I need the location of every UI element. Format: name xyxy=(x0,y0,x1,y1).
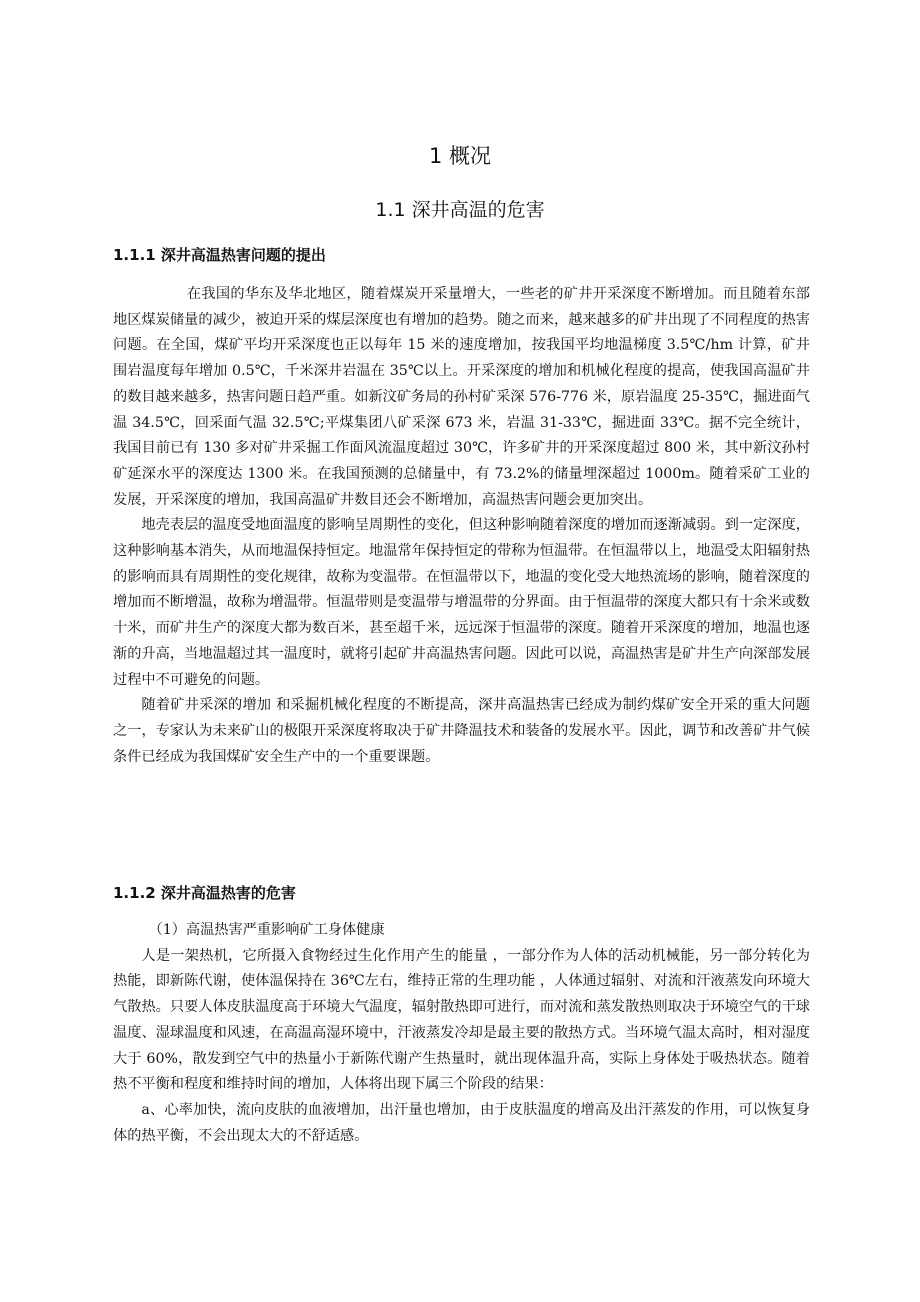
subsection-heading-1-1-2: 1.1.2 深井高温热害的危害 xyxy=(113,884,296,902)
chapter-title: 1 概况 xyxy=(428,144,492,168)
subsection-2-body xyxy=(113,918,810,1149)
paragraph-human-heat-engine: 人是一架热机，它所摄入食物经过生化作用产生的能量 ，一部分作为人体的活动机械能，另一部分转化为热能，即新陈代谢，使体温保持在 36℃左右，维持正常的生理功能 ，人体通过辐射、对流和汗液蒸发向环境大气散热。只要人体皮肤温度高于环境大气温度，辐射散热即可进行，而对流和蒸发散热则取决于环境空气的干球温度、湿球温度和风速，在高温高湿环境中，汗液蒸发冷却是最主要的散热方式。当环境气温太高时，相对湿度大于 60%，散发到空气中的热量小于新陈代谢产生热量时，就出现体温升高，实际上身体处于吸热状态。随着热不平衡和程度和维持时间的增加，人体将出现下属三个阶段的结果： xyxy=(113,947,810,1093)
item-heading-health: （1）高温热害严重影响矿工身体健康 xyxy=(148,922,385,938)
paragraph-geothermal-zones: 地壳表层的温度受地面温度的影响呈周期性的变化，但这种影响随着深度的增加而逐渐减弱。到一定深度，这种影响基本消失，从而地温保持恒定。地温常年保持恒定的带称为恒温带。在恒温带以上，地温受太阳辐射热的影响而具有周期性的变化规律，故称为变温带。在恒温带以下，地温的变化受大地热流场的影响，随着深度的增加而不断增温，故称为增温带。恒温带则是变温带与增温带的分界面。由于恒温带的深度大都只有十余米或数十米，而矿井生产的深度大都为数百米，甚至超千米，远远深于恒温带的深度。随着开采深度的增加，地温也逐渐的升高，当地温超过其一温度时，就将引起矿井高温热害问题。因此可以说，高温热害是矿井生产向深部发展过程中不可避免的问题。 xyxy=(113,517,810,688)
paragraph-safety-importance: 随着矿井采深的增加 和采掘机械化程度的不断提高，深井高温热害已经成为制约煤矿安全开采的重大问题之一，专家认为未来矿山的极限开采深度将取决于矿井降温技术和装备的发展水平。因此，调节和改善矿井气候条件已经成为我国煤矿安全生产中的一个重要课题。 xyxy=(113,697,810,765)
subsection-heading-1-1-1: 1.1.1 深井高温热害问题的提出 xyxy=(113,246,326,264)
paragraph-stage-a: a、心率加快，流向皮肤的血液增加，出汗量也增加，由于皮肤温度的增高及出汗蒸发的作用，可以恢复身体的热平衡，不会出现太大的不舒适感。 xyxy=(113,1101,810,1144)
section-title: 1.1 深井高温的危害 xyxy=(375,199,545,221)
subsection-1-body xyxy=(113,282,810,770)
paragraph-deep-mining-background: 在我国的华东及华北地区，随着煤炭开采量增大，一些老的矿井开采深度不断增加。而且随着东部地区煤炭储量的减少，被迫开采的煤层深度也有增加的趋势。随之而来，越来越多的矿井出现了不同程度的热害问题。在全国，煤矿平均开采深度也正以每年 15 米的速度增加，按我国平均地温梯度 3.5℃/hm 计算，矿井围岩温度每年增加 0.5℃，千米深井岩温在 35℃以上。开采深度的增加和机械化程度的提高，使我国高温矿井的数目越来越多，热害问题日趋严重。如新汶矿务局的孙村矿采深 576-776 米，原岩温度 25-35℃，掘进面气温 34.5℃，回采面气温 32.5℃;平煤集团八矿采深 673 米，岩温 31-33℃，掘进面 33℃。据不完全统计，我国目前已有 130 多对矿井采掘工作面风流温度超过 30℃，许多矿井的开采深度超过 800 米，其中新汶孙村矿延深水平的深度达 1300 米。在我国预测的总储量中，有 73.2%的储量埋深超过 1000m。随着采矿工业的发展，开采深度的增加，我国高温矿井数目还会不断增加，高温热害问题会更加突出。 xyxy=(113,286,810,508)
